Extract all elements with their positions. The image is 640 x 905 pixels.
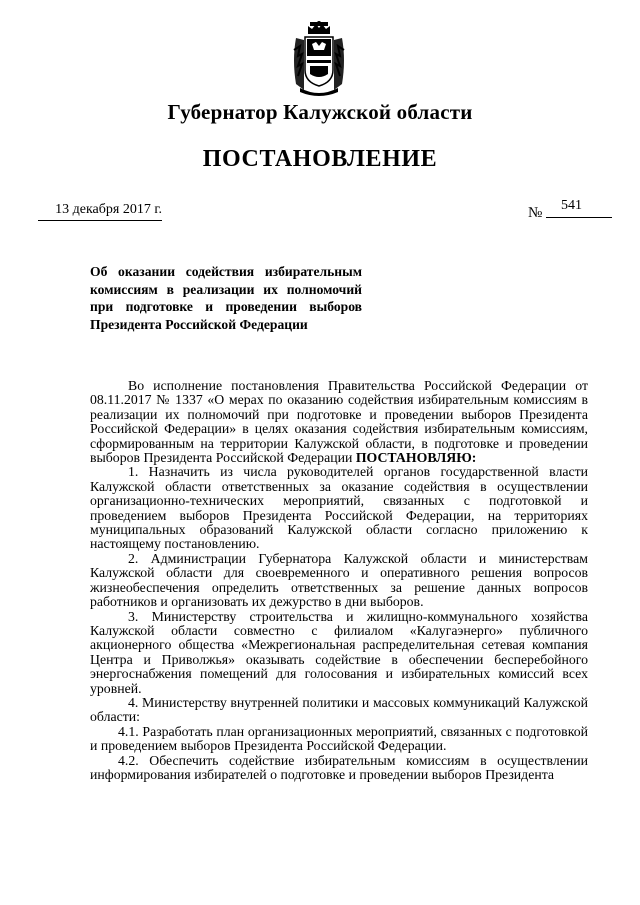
document-body xyxy=(90,379,588,782)
document-date: 13 декабря 2017 г. xyxy=(55,202,162,217)
intro-paragraph xyxy=(90,379,588,465)
item-1: 1. Назначить из числа руководителей органов государственной власти Калужской области ответственных за оказание содействия в осуществлении организационно-технических мероприятий, связанных с подготовкой и проведением выборов Президента Российской Федерации, на территориях муниципальных образований Калужской области согласно приложению к настоящему постановлению. xyxy=(90,464,588,552)
coat-of-arms-icon xyxy=(290,20,348,98)
document-date-field xyxy=(38,202,162,218)
intro-text: Во исполнение постановления Правительства Российской Федерации от 08.11.2017 № 1337 «О мерах по оказанию содействия избирательным комиссиям в реализации их полномочий при подготовке и проведении выборов Президента Российской Федерации» в целях оказания содействия избирательным комиссиям, сформированным на территории Калужской области, в подготовке и проведении выборов Президента Российской Федерации xyxy=(90,378,588,466)
number-sign: № xyxy=(528,205,543,221)
item-4-2: 4.2. Обеспечить содействие избирательным комиссиям в осуществлении информирования избирателей о подготовке и проведении выборов Президента xyxy=(90,752,588,782)
item-2: 2. Администрации Губернатора Калужской области и министерствам Калужской области для своевременного и оперативного решения вопросов жизнеобеспечения определить ответственных за решение данных вопросов работников и организовать их дежурство в дни выборов. xyxy=(90,550,588,610)
item-4: 4. Министерству внутренней политики и массовых коммуникаций Калужской области: xyxy=(90,694,588,725)
date-underline xyxy=(38,220,162,221)
item-4-1: 4.1. Разработать план организационных мероприятий, связанных с подготовкой и проведением выборов Президента Российской Федерации. xyxy=(90,723,588,754)
resolve-keyword: ПОСТАНОВЛЯЮ: xyxy=(355,450,477,466)
number-underline xyxy=(546,217,612,218)
item-3: 3. Министерству строительства и жилищно-коммунального хозяйства Калужской области совместно с филиалом «Калугаэнерго» публичного акционерного общества «Межрегиональная распределительная сетевая компания Центра и Приволжья» оказывать содействие в обеспечении бесперебойного энергоснабжения помещений для голосования и избирательных комиссий всех уровней. xyxy=(90,608,588,696)
document-number: 541 xyxy=(561,198,582,213)
document-subject: Об оказании содействия избирательным комиссиям в реализации их полномочий при подготовке и проведении выборов Президента Российской Федерации xyxy=(90,264,362,332)
document-number-field xyxy=(528,198,612,222)
organization-title: Губернатор Калужской области xyxy=(167,100,473,124)
document-type-heading: ПОСТАНОВЛЕНИЕ xyxy=(202,146,438,172)
